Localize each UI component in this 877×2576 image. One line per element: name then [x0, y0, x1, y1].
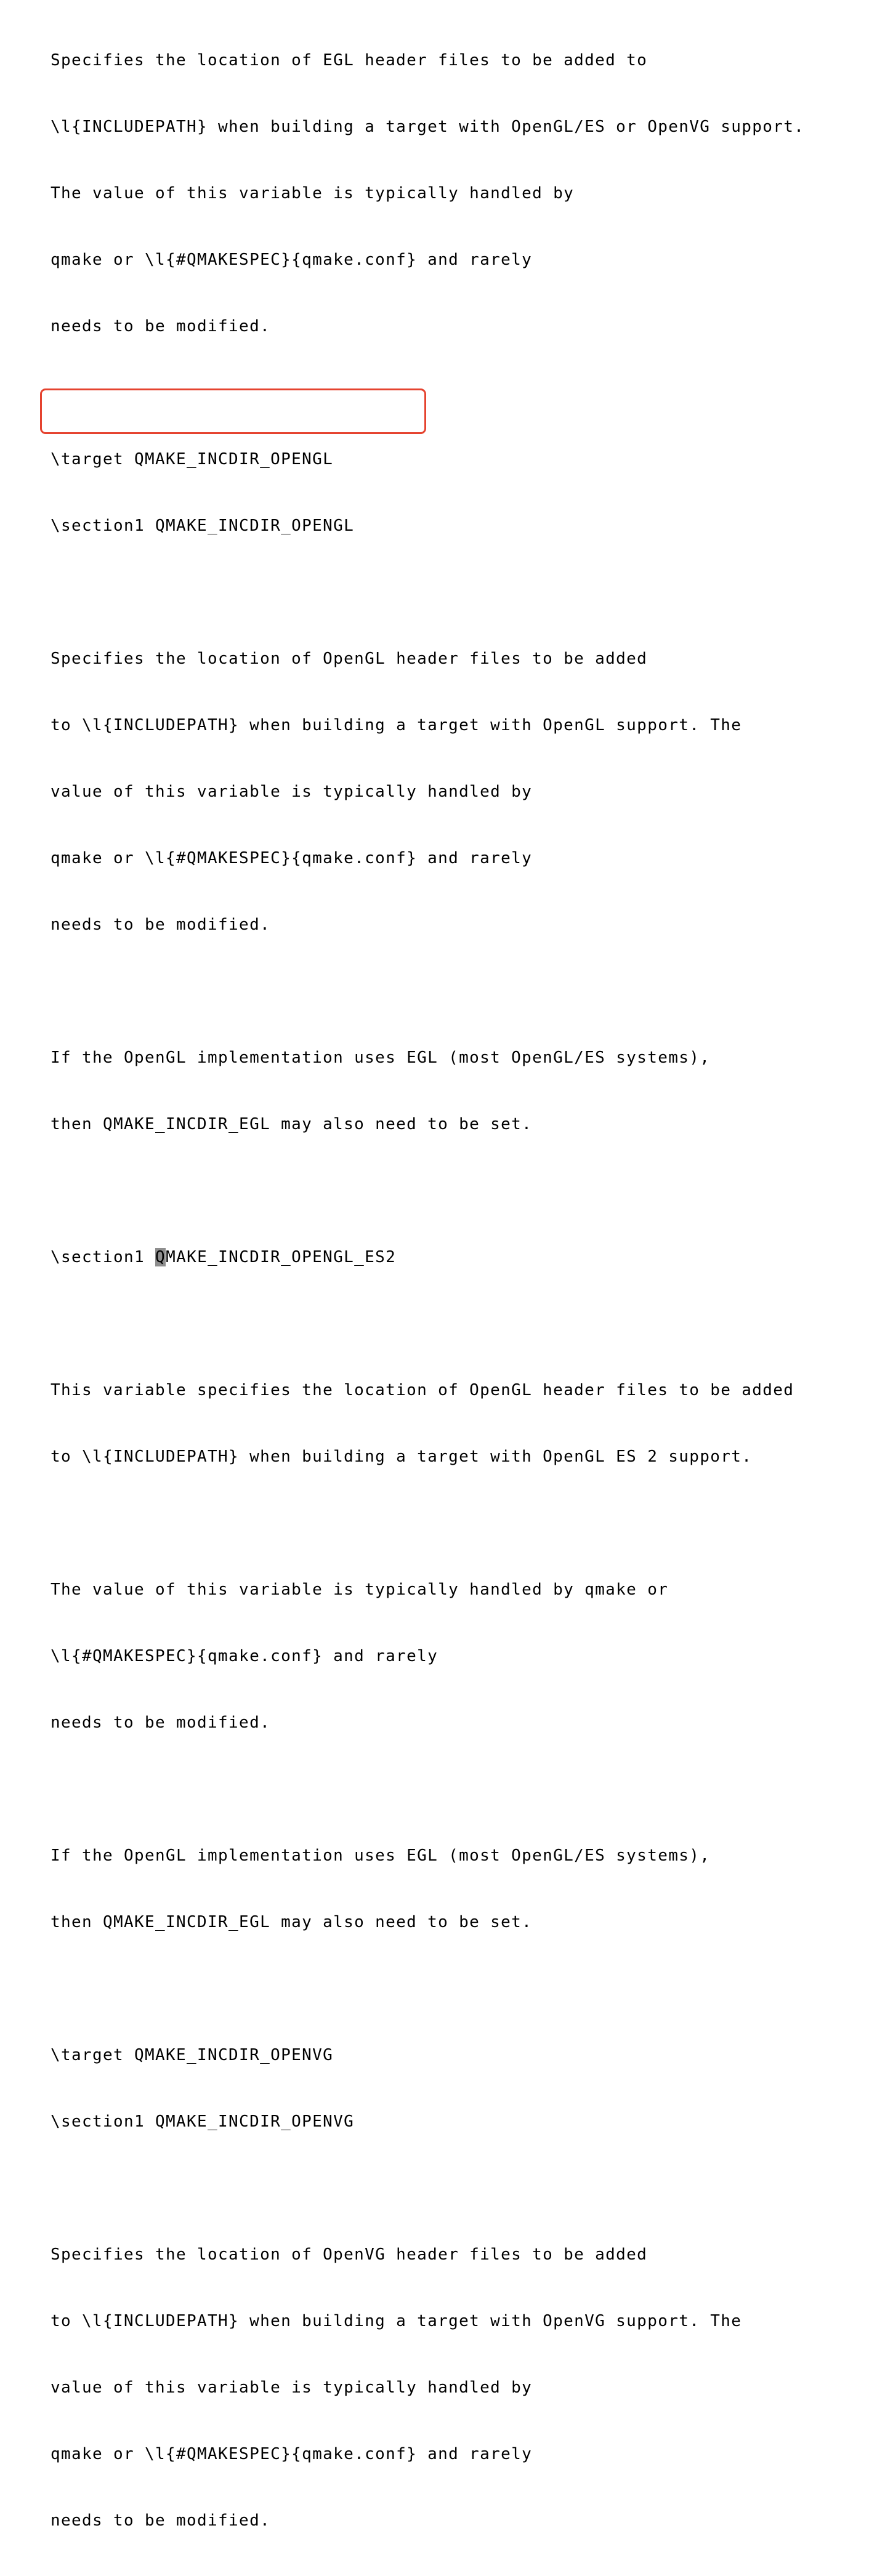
code-line: Specifies the location of OpenVG header files to be added — [51, 2245, 648, 2264]
blank-line — [51, 1512, 804, 1534]
code-line: to \l{INCLUDEPATH} when building a target with OpenGL ES 2 support. — [51, 1447, 753, 1466]
code-area[interactable] — [51, 5, 804, 2576]
code-line: needs to be modified. — [51, 2511, 271, 2530]
code-line: \target QMAKE_INCDIR_OPENVG — [51, 2046, 334, 2064]
code-line: If the OpenGL implementation uses EGL (most OpenGL/ES systems), — [51, 1846, 711, 1865]
highlighted-line-suffix: MAKE_INCDIR_OPENGL_ES2 — [166, 1248, 397, 1266]
blank-line — [51, 382, 804, 404]
blank-line — [51, 1313, 804, 1335]
code-line: The value of this variable is typically handled by — [51, 184, 575, 203]
highlighted-code-line — [51, 1246, 804, 1268]
code-line: value of this variable is typically handled by — [51, 2378, 533, 2397]
code-line: qmake or \l{#QMAKESPEC}{qmake.conf} and rarely — [51, 849, 533, 867]
code-line: This variable specifies the location of OpenGL header files to be added — [51, 1381, 794, 1399]
blank-line — [51, 581, 804, 603]
code-line: Specifies the location of EGL header files to be added to — [51, 51, 648, 70]
code-line: needs to be modified. — [51, 317, 271, 336]
code-line: \section1 QMAKE_INCDIR_OPENVG — [51, 2112, 355, 2131]
code-line: \target QMAKE_INCDIR_OPENGL — [51, 450, 334, 469]
code-line: qmake or \l{#QMAKESPEC}{qmake.conf} and rarely — [51, 251, 533, 269]
blank-line — [51, 1978, 804, 2000]
blank-line — [51, 980, 804, 1002]
code-line: to \l{INCLUDEPATH} when building a target with OpenGL support. The — [51, 716, 742, 735]
code-line: then QMAKE_INCDIR_EGL may also need to be set. — [51, 1115, 533, 1133]
blank-line — [51, 1180, 804, 1202]
blank-line — [51, 1778, 804, 1800]
code-line: The value of this variable is typically handled by qmake or — [51, 1580, 669, 1599]
code-line: then QMAKE_INCDIR_EGL may also need to be set. — [51, 1913, 533, 1931]
code-line: \section1 QMAKE_INCDIR_OPENGL — [51, 517, 355, 535]
code-line: If the OpenGL implementation uses EGL (most OpenGL/ES systems), — [51, 1049, 711, 1067]
code-line: value of this variable is typically handled by — [51, 783, 533, 801]
code-line: qmake or \l{#QMAKESPEC}{qmake.conf} and rarely — [51, 2445, 533, 2463]
blank-line — [51, 2177, 804, 2199]
code-line: needs to be modified. — [51, 1713, 271, 1732]
code-line: \l{#QMAKESPEC}{qmake.conf} and rarely — [51, 1647, 438, 1665]
text-cursor[interactable]: Q — [155, 1248, 166, 1266]
code-line: \l{INCLUDEPATH} when building a target with OpenGL/ES or OpenVG support. — [51, 118, 805, 136]
code-line: needs to be modified. — [51, 916, 271, 934]
code-line: Specifies the location of OpenGL header files to be added — [51, 650, 648, 668]
code-line: to \l{INCLUDEPATH} when building a target with OpenVG support. The — [51, 2312, 742, 2330]
highlighted-line-prefix: \section1 — [51, 1248, 156, 1266]
